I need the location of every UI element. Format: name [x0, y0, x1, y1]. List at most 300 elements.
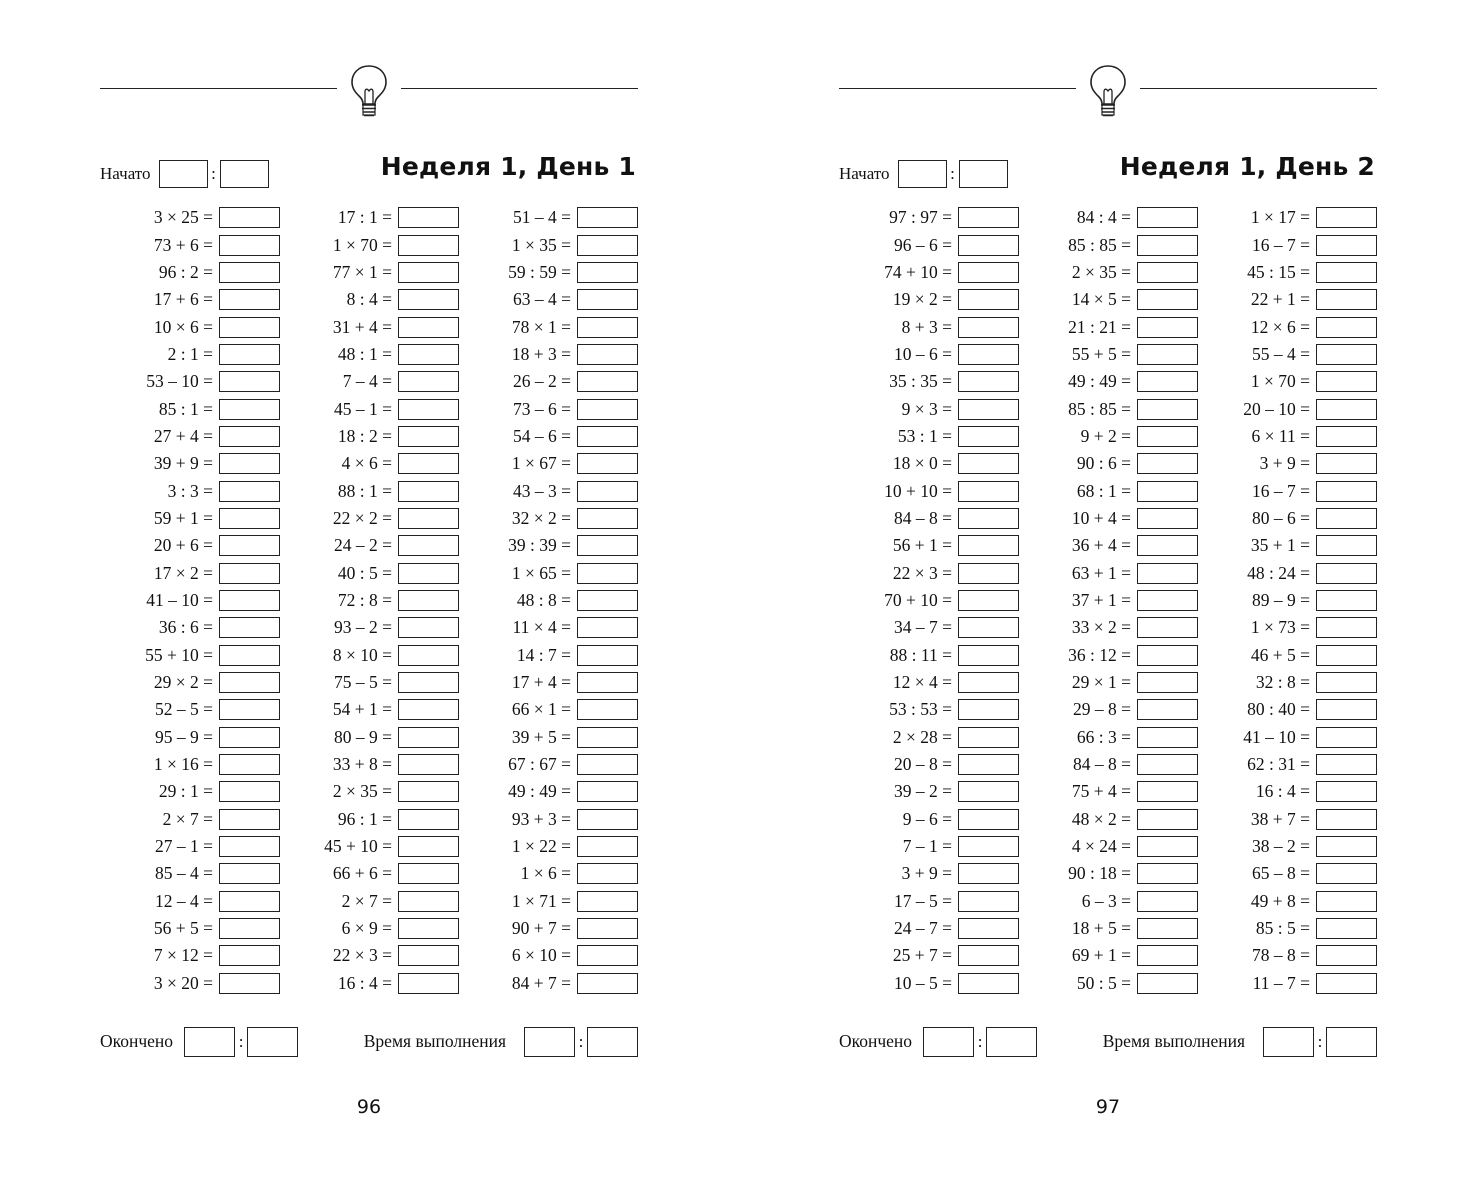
- answer-box[interactable]: [577, 207, 638, 228]
- answer-box[interactable]: [958, 617, 1019, 638]
- exercise-row: [100, 559, 280, 586]
- answer-box[interactable]: [398, 235, 459, 256]
- exercise-row: [100, 888, 280, 915]
- answer-box[interactable]: [1316, 481, 1377, 502]
- exercise-expression: 36 : 6 =: [158, 617, 213, 638]
- start-hours-field[interactable]: [898, 160, 947, 188]
- exercise-row: [839, 368, 1019, 395]
- duration-seconds-field[interactable]: [587, 1027, 638, 1057]
- answer-box[interactable]: [219, 235, 280, 256]
- answer-box[interactable]: [219, 317, 280, 338]
- page-header: [839, 62, 1377, 118]
- exercise-expression: 85 : 85 =: [1068, 398, 1131, 419]
- answer-box[interactable]: [1137, 317, 1198, 338]
- answer-box[interactable]: [1137, 262, 1198, 283]
- answer-box[interactable]: [1316, 863, 1377, 884]
- answer-box[interactable]: [577, 727, 638, 748]
- answer-box[interactable]: [958, 481, 1019, 502]
- exercise-expression: 20 + 6 =: [153, 535, 213, 556]
- answer-box[interactable]: [958, 863, 1019, 884]
- exercise-row: [839, 915, 1019, 942]
- exercise-row: [279, 642, 459, 669]
- exercise-expression: 73 – 6 =: [513, 398, 571, 419]
- answer-box[interactable]: [958, 399, 1019, 420]
- exercise-expression: 33 + 8 =: [332, 754, 392, 775]
- answer-box[interactable]: [958, 317, 1019, 338]
- answer-box[interactable]: [398, 945, 459, 966]
- exercise-expression: 31 + 4 =: [332, 316, 392, 337]
- answer-box[interactable]: [1137, 973, 1198, 994]
- answer-box[interactable]: [1137, 508, 1198, 529]
- exercise-column: [279, 204, 459, 997]
- answer-box[interactable]: [398, 863, 459, 884]
- answer-box[interactable]: [577, 481, 638, 502]
- answer-box[interactable]: [1316, 836, 1377, 857]
- answer-box[interactable]: [219, 426, 280, 447]
- answer-box[interactable]: [398, 645, 459, 666]
- finish-time-label: Окончено: [100, 1031, 174, 1051]
- answer-box[interactable]: [958, 672, 1019, 693]
- answer-box[interactable]: [1316, 672, 1377, 693]
- exercise-expression: 63 + 1 =: [1071, 562, 1131, 583]
- answer-box[interactable]: [1137, 481, 1198, 502]
- answer-box[interactable]: [398, 836, 459, 857]
- answer-box[interactable]: [958, 645, 1019, 666]
- exercise-row: [839, 696, 1019, 723]
- answer-box[interactable]: [219, 563, 280, 584]
- exercise-expression: 10 + 10 =: [884, 480, 952, 501]
- answer-box[interactable]: [219, 645, 280, 666]
- exercise-row: [1018, 942, 1198, 969]
- answer-box[interactable]: [1316, 727, 1377, 748]
- exercise-row: [458, 806, 638, 833]
- answer-box[interactable]: [398, 617, 459, 638]
- exercise-expression: 2 × 28 =: [892, 726, 952, 747]
- exercise-row: [1018, 888, 1198, 915]
- answer-box[interactable]: [219, 672, 280, 693]
- exercise-expression: 32 : 8 =: [1255, 672, 1310, 693]
- exercise-expression: 12 × 6 =: [1250, 316, 1310, 337]
- exercise-expression: 77 × 1 =: [332, 261, 392, 282]
- answer-box[interactable]: [398, 317, 459, 338]
- answer-box[interactable]: [577, 617, 638, 638]
- answer-box[interactable]: [398, 371, 459, 392]
- exercise-row: [100, 587, 280, 614]
- exercise-row: [1197, 888, 1377, 915]
- answer-box[interactable]: [1316, 563, 1377, 584]
- exercise-expression: 10 + 4 =: [1071, 507, 1131, 528]
- exercise-row: [1197, 915, 1377, 942]
- answer-box[interactable]: [219, 535, 280, 556]
- exercise-row: [839, 806, 1019, 833]
- answer-box[interactable]: [1137, 235, 1198, 256]
- answer-box[interactable]: [219, 399, 280, 420]
- answer-box[interactable]: [577, 371, 638, 392]
- answer-box[interactable]: [958, 508, 1019, 529]
- answer-box[interactable]: [577, 590, 638, 611]
- duration-minutes-field[interactable]: [524, 1027, 575, 1057]
- exercise-row: [839, 860, 1019, 887]
- answer-box[interactable]: [577, 289, 638, 310]
- answer-box[interactable]: [1316, 973, 1377, 994]
- exercise-expression: 1 × 17 =: [1250, 207, 1310, 228]
- answer-box[interactable]: [1137, 426, 1198, 447]
- answer-box[interactable]: [219, 590, 280, 611]
- exercise-expression: 52 – 5 =: [155, 699, 213, 720]
- page-title: Неделя 1, День 2: [1119, 152, 1375, 181]
- exercise-expression: 2 × 35 =: [332, 781, 392, 802]
- exercise-expression: 43 – 3 =: [513, 480, 571, 501]
- answer-box[interactable]: [1316, 262, 1377, 283]
- answer-box[interactable]: [1137, 645, 1198, 666]
- answer-box[interactable]: [958, 836, 1019, 857]
- answer-box[interactable]: [577, 973, 638, 994]
- answer-box[interactable]: [958, 207, 1019, 228]
- answer-box[interactable]: [577, 645, 638, 666]
- answer-box[interactable]: [1137, 699, 1198, 720]
- exercise-row: [100, 778, 280, 805]
- exercise-expression: 78 – 8 =: [1252, 945, 1310, 966]
- answer-box[interactable]: [398, 399, 459, 420]
- answer-box[interactable]: [1137, 590, 1198, 611]
- exercise-row: [1197, 505, 1377, 532]
- finish-minutes-field[interactable]: [986, 1027, 1037, 1057]
- exercise-expression: 84 – 8 =: [1073, 754, 1131, 775]
- answer-box[interactable]: [219, 973, 280, 994]
- exercise-row: [458, 313, 638, 340]
- exercise-column: [100, 204, 280, 997]
- exercise-expression: 53 – 10 =: [146, 371, 213, 392]
- answer-box[interactable]: [1137, 289, 1198, 310]
- answer-box[interactable]: [577, 672, 638, 693]
- exercise-expression: 37 + 1 =: [1071, 589, 1131, 610]
- answer-box[interactable]: [398, 672, 459, 693]
- exercise-row: [100, 450, 280, 477]
- answer-box[interactable]: [958, 563, 1019, 584]
- answer-box[interactable]: [958, 426, 1019, 447]
- answer-box[interactable]: [577, 863, 638, 884]
- answer-box[interactable]: [398, 563, 459, 584]
- answer-box[interactable]: [1316, 891, 1377, 912]
- exercise-row: [458, 423, 638, 450]
- answer-box[interactable]: [398, 207, 459, 228]
- exercise-row: [100, 806, 280, 833]
- answer-box[interactable]: [958, 262, 1019, 283]
- answer-box[interactable]: [1316, 781, 1377, 802]
- exercise-expression: 22 + 1 =: [1250, 289, 1310, 310]
- answer-box[interactable]: [958, 918, 1019, 939]
- answer-box[interactable]: [1137, 344, 1198, 365]
- time-colon: :: [977, 1031, 983, 1051]
- start-time-row: [839, 158, 1008, 190]
- answer-box[interactable]: [398, 891, 459, 912]
- answer-box[interactable]: [1137, 945, 1198, 966]
- exercise-row: [1197, 614, 1377, 641]
- duration-seconds-field[interactable]: [1326, 1027, 1377, 1057]
- exercise-expression: 1 × 16 =: [153, 754, 213, 775]
- exercise-expression: 70 + 10 =: [884, 589, 952, 610]
- answer-box[interactable]: [398, 262, 459, 283]
- exercise-row: [1018, 423, 1198, 450]
- answer-box[interactable]: [398, 809, 459, 830]
- exercise-row: [458, 231, 638, 258]
- answer-box[interactable]: [1137, 781, 1198, 802]
- answer-box[interactable]: [1137, 453, 1198, 474]
- exercise-row: [458, 505, 638, 532]
- exercise-expression: 8 × 10 =: [332, 644, 392, 665]
- answer-box[interactable]: [219, 836, 280, 857]
- answer-box[interactable]: [958, 727, 1019, 748]
- answer-box[interactable]: [958, 891, 1019, 912]
- exercise-row: [279, 204, 459, 231]
- answer-box[interactable]: [577, 399, 638, 420]
- answer-box[interactable]: [219, 918, 280, 939]
- exercise-expression: 84 : 4 =: [1076, 207, 1131, 228]
- header-rule-left: [839, 88, 1076, 89]
- answer-box[interactable]: [398, 508, 459, 529]
- exercise-row: [839, 642, 1019, 669]
- answer-box[interactable]: [1316, 371, 1377, 392]
- duration-minutes-field[interactable]: [1263, 1027, 1314, 1057]
- finish-minutes-field[interactable]: [247, 1027, 298, 1057]
- exercise-expression: 84 + 7 =: [511, 972, 571, 993]
- answer-box[interactable]: [219, 809, 280, 830]
- exercise-row: [1197, 313, 1377, 340]
- duration-row: [1103, 1026, 1377, 1057]
- answer-box[interactable]: [219, 754, 280, 775]
- exercise-expression: 49 : 49 =: [1068, 371, 1131, 392]
- answer-box[interactable]: [1137, 863, 1198, 884]
- answer-box[interactable]: [958, 453, 1019, 474]
- answer-box[interactable]: [577, 891, 638, 912]
- finish-hours-field[interactable]: [923, 1027, 974, 1057]
- exercise-row: [1197, 450, 1377, 477]
- answer-box[interactable]: [1316, 426, 1377, 447]
- answer-box[interactable]: [1316, 453, 1377, 474]
- answer-box[interactable]: [577, 836, 638, 857]
- answer-box[interactable]: [219, 781, 280, 802]
- answer-box[interactable]: [577, 262, 638, 283]
- answer-box[interactable]: [1316, 918, 1377, 939]
- answer-box[interactable]: [1137, 672, 1198, 693]
- exercise-expression: 18 × 0 =: [892, 453, 952, 474]
- exercise-expression: 34 – 7 =: [894, 617, 952, 638]
- start-minutes-field[interactable]: [220, 160, 269, 188]
- answer-box[interactable]: [958, 235, 1019, 256]
- answer-box[interactable]: [1316, 699, 1377, 720]
- answer-box[interactable]: [958, 945, 1019, 966]
- exercise-expression: 55 + 10 =: [145, 644, 213, 665]
- answer-box[interactable]: [219, 453, 280, 474]
- exercise-expression: 51 – 4 =: [513, 207, 571, 228]
- answer-box[interactable]: [1316, 617, 1377, 638]
- answer-box[interactable]: [958, 590, 1019, 611]
- answer-box[interactable]: [398, 699, 459, 720]
- answer-box[interactable]: [398, 535, 459, 556]
- exercise-expression: 1 × 71 =: [511, 890, 571, 911]
- answer-box[interactable]: [219, 481, 280, 502]
- exercise-expression: 54 + 1 =: [332, 699, 392, 720]
- answer-box[interactable]: [1316, 645, 1377, 666]
- exercise-row: [279, 368, 459, 395]
- answer-box[interactable]: [1137, 836, 1198, 857]
- answer-box[interactable]: [1316, 344, 1377, 365]
- answer-box[interactable]: [1137, 918, 1198, 939]
- answer-box[interactable]: [398, 973, 459, 994]
- exercise-row: [458, 724, 638, 751]
- answer-box[interactable]: [219, 371, 280, 392]
- answer-box[interactable]: [1137, 371, 1198, 392]
- exercise-expression: 8 : 4 =: [346, 289, 392, 310]
- exercise-expression: 1 × 67 =: [511, 453, 571, 474]
- answer-box[interactable]: [398, 481, 459, 502]
- answer-box[interactable]: [219, 699, 280, 720]
- answer-box[interactable]: [1316, 590, 1377, 611]
- answer-box[interactable]: [398, 918, 459, 939]
- answer-box[interactable]: [577, 344, 638, 365]
- exercise-row: [100, 395, 280, 422]
- answer-box[interactable]: [1316, 508, 1377, 529]
- answer-box[interactable]: [1137, 207, 1198, 228]
- answer-box[interactable]: [219, 207, 280, 228]
- exercise-expression: 66 : 3 =: [1076, 726, 1131, 747]
- exercise-row: [279, 450, 459, 477]
- exercise-expression: 56 + 1 =: [892, 535, 952, 556]
- answer-box[interactable]: [219, 617, 280, 638]
- exercise-row: [1197, 259, 1377, 286]
- answer-box[interactable]: [577, 699, 638, 720]
- answer-box[interactable]: [958, 781, 1019, 802]
- answer-box[interactable]: [958, 809, 1019, 830]
- answer-box[interactable]: [398, 727, 459, 748]
- answer-box[interactable]: [1316, 535, 1377, 556]
- answer-box[interactable]: [958, 535, 1019, 556]
- exercise-row: [839, 559, 1019, 586]
- exercise-row: [458, 477, 638, 504]
- answer-box[interactable]: [1316, 809, 1377, 830]
- start-hours-field[interactable]: [159, 160, 208, 188]
- answer-box[interactable]: [1137, 727, 1198, 748]
- exercise-column: [1018, 204, 1198, 997]
- exercise-row: [1197, 669, 1377, 696]
- answer-box[interactable]: [398, 754, 459, 775]
- answer-box[interactable]: [577, 508, 638, 529]
- exercise-row: [1197, 395, 1377, 422]
- exercise-row: [458, 368, 638, 395]
- answer-box[interactable]: [1137, 809, 1198, 830]
- answer-box[interactable]: [577, 781, 638, 802]
- answer-box[interactable]: [1137, 617, 1198, 638]
- exercise-row: [1197, 423, 1377, 450]
- exercise-row: [839, 231, 1019, 258]
- answer-box[interactable]: [398, 453, 459, 474]
- exercise-expression: 69 + 1 =: [1071, 945, 1131, 966]
- answer-box[interactable]: [219, 289, 280, 310]
- exercise-row: [839, 669, 1019, 696]
- exercise-row: [1018, 970, 1198, 997]
- answer-box[interactable]: [1137, 891, 1198, 912]
- answer-box[interactable]: [219, 863, 280, 884]
- header-rule-right: [1140, 88, 1377, 89]
- exercise-row: [279, 532, 459, 559]
- exercise-row: [1018, 532, 1198, 559]
- exercise-expression: 16 – 7 =: [1252, 234, 1310, 255]
- exercise-row: [1018, 450, 1198, 477]
- answer-box[interactable]: [577, 317, 638, 338]
- answer-box[interactable]: [958, 973, 1019, 994]
- answer-box[interactable]: [577, 235, 638, 256]
- answer-box[interactable]: [398, 344, 459, 365]
- answer-box[interactable]: [1316, 207, 1377, 228]
- answer-box[interactable]: [958, 754, 1019, 775]
- answer-box[interactable]: [1316, 235, 1377, 256]
- answer-box[interactable]: [577, 809, 638, 830]
- exercise-expression: 62 : 31 =: [1247, 754, 1310, 775]
- answer-box[interactable]: [1137, 535, 1198, 556]
- page-footer: [839, 1026, 1377, 1057]
- answer-box[interactable]: [1137, 754, 1198, 775]
- answer-box[interactable]: [577, 918, 638, 939]
- exercise-row: [279, 313, 459, 340]
- answer-box[interactable]: [219, 891, 280, 912]
- answer-box[interactable]: [1137, 563, 1198, 584]
- answer-box[interactable]: [577, 426, 638, 447]
- answer-box[interactable]: [1137, 399, 1198, 420]
- answer-box[interactable]: [219, 344, 280, 365]
- exercise-row: [100, 532, 280, 559]
- start-minutes-field[interactable]: [959, 160, 1008, 188]
- answer-box[interactable]: [577, 945, 638, 966]
- exercise-row: [279, 778, 459, 805]
- exercise-expression: 59 : 59 =: [508, 261, 571, 282]
- answer-box[interactable]: [1316, 289, 1377, 310]
- answer-box[interactable]: [219, 262, 280, 283]
- exercise-row: [839, 423, 1019, 450]
- answer-box[interactable]: [398, 426, 459, 447]
- answer-box[interactable]: [219, 945, 280, 966]
- answer-box[interactable]: [219, 508, 280, 529]
- finish-hours-field[interactable]: [184, 1027, 235, 1057]
- exercise-row: [458, 559, 638, 586]
- exercise-expression: 22 × 3 =: [332, 945, 392, 966]
- answer-box[interactable]: [577, 535, 638, 556]
- exercise-expression: 3 + 9 =: [901, 863, 952, 884]
- answer-box[interactable]: [958, 371, 1019, 392]
- answer-box[interactable]: [219, 727, 280, 748]
- exercise-row: [279, 696, 459, 723]
- answer-box[interactable]: [577, 453, 638, 474]
- answer-box[interactable]: [577, 754, 638, 775]
- answer-box[interactable]: [398, 289, 459, 310]
- lightbulb-icon: [1089, 64, 1127, 118]
- answer-box[interactable]: [1316, 945, 1377, 966]
- answer-box[interactable]: [958, 699, 1019, 720]
- exercise-row: [458, 833, 638, 860]
- answer-box[interactable]: [958, 289, 1019, 310]
- exercise-row: [839, 259, 1019, 286]
- answer-box[interactable]: [1316, 399, 1377, 420]
- answer-box[interactable]: [398, 781, 459, 802]
- answer-box[interactable]: [577, 563, 638, 584]
- exercise-expression: 12 × 4 =: [892, 672, 952, 693]
- answer-box[interactable]: [1316, 317, 1377, 338]
- answer-box[interactable]: [958, 344, 1019, 365]
- answer-box[interactable]: [398, 590, 459, 611]
- exercise-expression: 18 + 5 =: [1071, 918, 1131, 939]
- exercise-row: [1197, 970, 1377, 997]
- exercise-row: [279, 970, 459, 997]
- answer-box[interactable]: [1316, 754, 1377, 775]
